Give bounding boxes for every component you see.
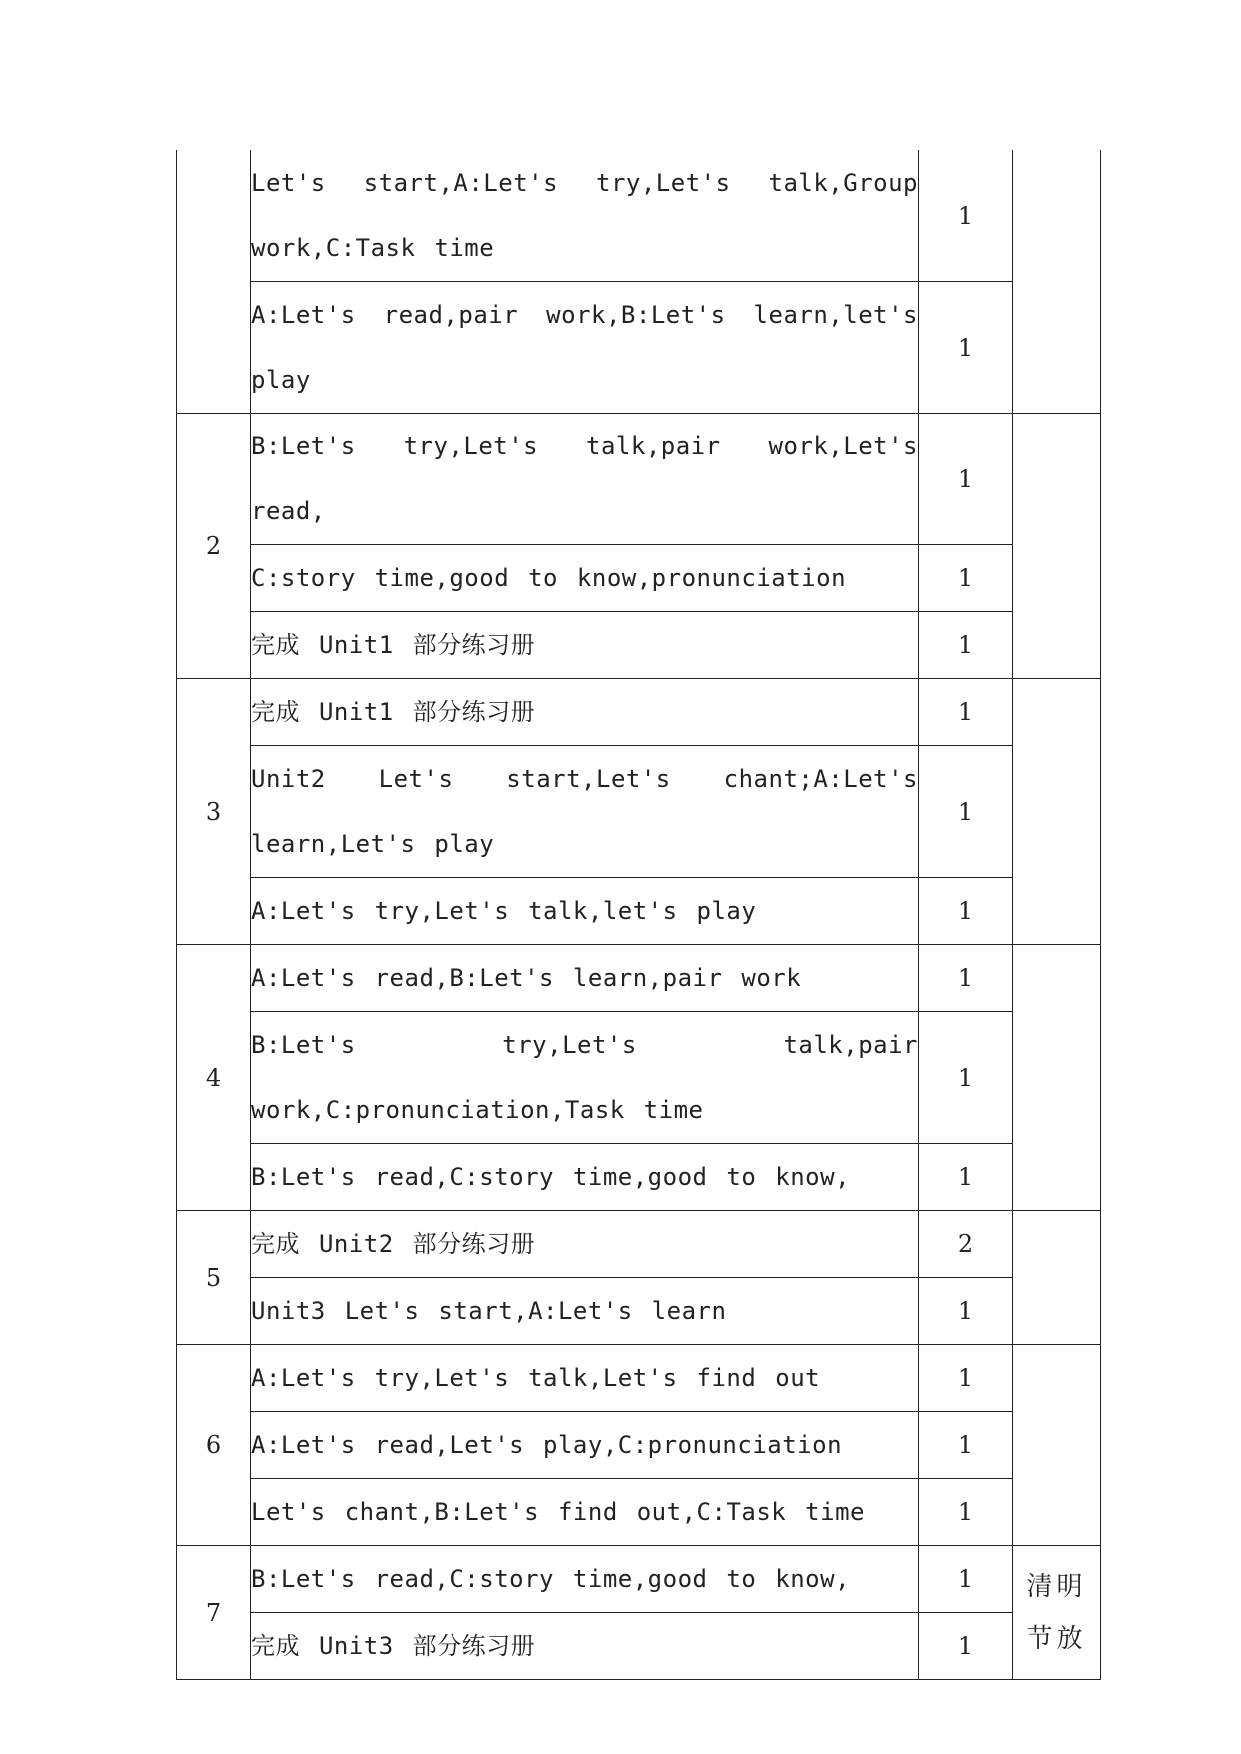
hours-cell: 1: [919, 414, 1013, 545]
lesson-content-cell: 完成 Unit1 部分练习册: [251, 612, 919, 679]
lesson-content-cell: Let's start,A:Let's try,Let's talk,Group work,C:Task time: [251, 150, 919, 282]
hours-cell: 1: [919, 679, 1013, 746]
table-row: [177, 1412, 1101, 1479]
lesson-content-cell: 完成 Unit2 部分练习册: [251, 1211, 919, 1278]
lesson-content-cell: B:Let's read,C:story time,good to know,: [251, 1144, 919, 1211]
holiday-note-line: 清明: [1026, 1571, 1087, 1602]
lesson-content-cell: A:Let's read,B:Let's learn,pair work: [251, 945, 919, 1012]
note-cell: [1013, 945, 1101, 1211]
hours-cell: 1: [919, 1412, 1013, 1479]
note-cell: [1013, 150, 1101, 414]
table-row: [177, 1613, 1101, 1680]
lesson-content-cell: Unit3 Let's start,A:Let's learn: [251, 1278, 919, 1345]
hours-cell: 1: [919, 1278, 1013, 1345]
lesson-content-cell: C:story time,good to know,pronunciation: [251, 545, 919, 612]
table-row: [177, 746, 1101, 878]
lesson-content-cell: A:Let's try,Let's talk,let's play: [251, 878, 919, 945]
week-cell: 7: [177, 1546, 251, 1680]
lesson-content-cell: B:Let's read,C:story time,good to know,: [251, 1546, 919, 1613]
hours-cell: 1: [919, 1144, 1013, 1211]
week-cell: [177, 150, 251, 414]
table-row: [177, 545, 1101, 612]
lesson-content-cell: B:Let's try,Let's talk,pair work,C:pronunciation,Task time: [251, 1012, 919, 1144]
holiday-note-cell: [1013, 1546, 1101, 1680]
hours-cell: 2: [919, 1211, 1013, 1278]
note-cell: [1013, 679, 1101, 945]
table-row: [177, 414, 1101, 545]
lesson-content-cell: 完成 Unit1 部分练习册: [251, 679, 919, 746]
hours-cell: 1: [919, 878, 1013, 945]
note-cell: [1013, 1211, 1101, 1345]
hours-cell: 1: [919, 1012, 1013, 1144]
hours-cell: 1: [919, 746, 1013, 878]
hours-cell: 1: [919, 1613, 1013, 1680]
lesson-content-cell: Let's chant,B:Let's find out,C:Task time: [251, 1479, 919, 1546]
table-row: [177, 1345, 1101, 1412]
hours-cell: 1: [919, 945, 1013, 1012]
lesson-content-cell: A:Let's try,Let's talk,Let's find out: [251, 1345, 919, 1412]
table-row: [177, 878, 1101, 945]
table-row: [177, 1144, 1101, 1211]
week-cell: 6: [177, 1345, 251, 1546]
holiday-note-line: 节放: [1026, 1623, 1087, 1654]
week-cell: 2: [177, 414, 251, 679]
note-cell: [1013, 414, 1101, 679]
table-row: [177, 945, 1101, 1012]
hours-cell: 1: [919, 545, 1013, 612]
lesson-content-cell: A:Let's read,pair work,B:Let's learn,let's play: [251, 282, 919, 414]
table-row: [177, 1479, 1101, 1546]
table-row: [177, 612, 1101, 679]
table-row: [177, 679, 1101, 746]
lesson-content-cell: 完成 Unit3 部分练习册: [251, 1613, 919, 1680]
lesson-content-cell: Unit2 Let's start,Let's chant;A:Let's learn,Let's play: [251, 746, 919, 878]
hours-cell: 1: [919, 1479, 1013, 1546]
week-cell: 5: [177, 1211, 251, 1345]
table-row: [177, 1012, 1101, 1144]
table-row: [177, 1546, 1101, 1613]
teaching-schedule-table: [176, 150, 1101, 1680]
hours-cell: 1: [919, 1345, 1013, 1412]
hours-cell: 1: [919, 282, 1013, 414]
note-cell: [1013, 1345, 1101, 1546]
table-row: [177, 1278, 1101, 1345]
week-cell: 3: [177, 679, 251, 945]
lesson-content-cell: B:Let's try,Let's talk,pair work,Let's read,: [251, 414, 919, 545]
table-row: [177, 282, 1101, 414]
week-cell: 4: [177, 945, 251, 1211]
hours-cell: 1: [919, 612, 1013, 679]
hours-cell: 1: [919, 150, 1013, 282]
lesson-content-cell: A:Let's read,Let's play,C:pronunciation: [251, 1412, 919, 1479]
table-row: [177, 1211, 1101, 1278]
table-row: [177, 150, 1101, 282]
hours-cell: 1: [919, 1546, 1013, 1613]
